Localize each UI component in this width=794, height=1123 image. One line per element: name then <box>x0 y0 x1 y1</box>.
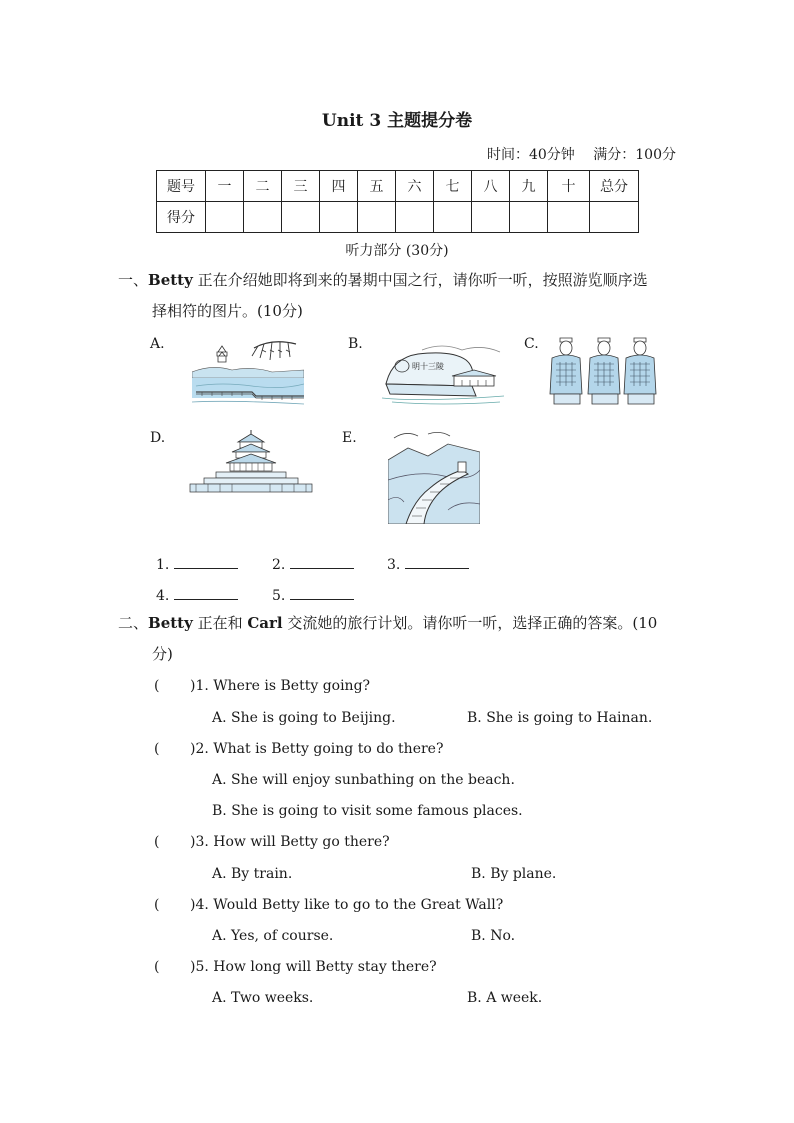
score-header-cell: 四 <box>320 171 358 202</box>
temple-of-heaven-picture <box>188 428 314 498</box>
blank-line[interactable] <box>174 585 238 600</box>
answer-blank-5[interactable] <box>272 585 354 604</box>
q1-option-a: A. She is going to Beijing. <box>212 710 396 726</box>
part2-instruction-cont: 分) <box>152 645 173 663</box>
answer-bracket[interactable] <box>154 678 190 694</box>
score-header-cell: 一 <box>206 171 244 202</box>
q2-option-a: A. She will enjoy sunbathing on the beach. <box>212 772 515 788</box>
score-cell[interactable] <box>548 202 590 233</box>
part2-name2: Carl <box>247 614 283 632</box>
question-3 <box>154 834 390 850</box>
question-2 <box>154 741 443 757</box>
question-text: 2. What is Betty going to do there? <box>195 741 444 757</box>
close-paren: ) <box>190 897 196 913</box>
score-header-cell: 三 <box>282 171 320 202</box>
score-header-cell: 六 <box>396 171 434 202</box>
close-paren: ) <box>190 741 196 757</box>
score-table-score-row <box>157 202 639 233</box>
part2-name1: Betty <box>148 614 193 632</box>
open-paren: ( <box>154 959 160 975</box>
blank-line[interactable] <box>174 554 238 569</box>
ming-tombs-picture <box>382 336 504 410</box>
part2-text-a: 交流她的旅行计划。请你听一听，选择正确的答案。(10 <box>282 614 658 632</box>
question-text: 1. Where is Betty going? <box>195 678 371 694</box>
answer-blank-2[interactable] <box>272 554 354 573</box>
score-header-cell: 十 <box>548 171 590 202</box>
option-label-b: B. <box>348 336 363 352</box>
score-cell[interactable] <box>472 202 510 233</box>
answer-blank-3[interactable] <box>387 554 469 573</box>
score-header-cell: 总分 <box>590 171 639 202</box>
q3-option-a: A. By train. <box>212 866 293 882</box>
q3-option-b: B. By plane. <box>471 866 557 882</box>
blank-number: 5. <box>272 588 286 604</box>
answer-bracket[interactable] <box>154 741 190 757</box>
open-paren: ( <box>154 834 160 850</box>
part1-number: 一、 <box>118 271 149 289</box>
blank-number: 3. <box>387 557 401 573</box>
option-label-d: D. <box>150 430 166 446</box>
question-5 <box>154 959 437 975</box>
score-cell[interactable] <box>206 202 244 233</box>
exam-meta <box>487 144 676 164</box>
score-cell[interactable] <box>320 202 358 233</box>
blank-number: 1. <box>156 557 170 573</box>
answer-bracket[interactable] <box>154 897 190 913</box>
score-header-cell: 二 <box>244 171 282 202</box>
q5-option-b: B. A week. <box>467 990 543 1006</box>
question-4 <box>154 897 503 913</box>
score-header-cell: 七 <box>434 171 472 202</box>
q1-option-b: B. She is going to Hainan. <box>467 710 653 726</box>
score-cell[interactable] <box>282 202 320 233</box>
question-text: 3. How will Betty go there? <box>195 834 390 850</box>
blank-number: 4. <box>156 588 170 604</box>
option-label-c: C. <box>524 336 539 352</box>
part2-number: 二、 <box>118 614 149 632</box>
score-header-cell: 题号 <box>157 171 206 202</box>
part1-instruction-cont: 择相符的图片。(10分) <box>152 302 303 320</box>
score-cell[interactable] <box>244 202 282 233</box>
question-1 <box>154 678 370 694</box>
score-row-label: 得分 <box>157 202 206 233</box>
answer-bracket[interactable] <box>154 959 190 975</box>
answer-blank-4[interactable] <box>156 585 238 604</box>
open-paren: ( <box>154 678 160 694</box>
score-header-cell: 八 <box>472 171 510 202</box>
q4-option-b: B. No. <box>471 928 516 944</box>
option-label-e: E. <box>342 430 357 446</box>
terracotta-warriors-picture <box>548 334 660 408</box>
score-header-cell: 九 <box>510 171 548 202</box>
score-cell[interactable] <box>396 202 434 233</box>
score-cell[interactable] <box>510 202 548 233</box>
score-table-header-row <box>157 171 639 202</box>
open-paren: ( <box>154 741 160 757</box>
tomb-sign-text: 明十三陵 <box>412 362 444 371</box>
score-table <box>156 170 639 233</box>
close-paren: ) <box>190 678 196 694</box>
score-cell[interactable] <box>358 202 396 233</box>
q2-option-b: B. She is going to visit some famous places. <box>212 803 523 819</box>
question-text: 5. How long will Betty stay there? <box>195 959 437 975</box>
close-paren: ) <box>190 834 196 850</box>
blank-line[interactable] <box>290 585 354 600</box>
question-text: 4. Would Betty like to go to the Great Wall? <box>195 897 504 913</box>
part2-mid: 正在和 <box>192 614 248 632</box>
blank-line[interactable] <box>405 554 469 569</box>
part1-instruction <box>118 265 648 296</box>
score-header-cell: 五 <box>358 171 396 202</box>
full-score: 满分：100分 <box>593 147 676 163</box>
answer-bracket[interactable] <box>154 834 190 850</box>
blank-number: 2. <box>272 557 286 573</box>
score-cell[interactable] <box>434 202 472 233</box>
listening-section-title: 听力部分 (30分) <box>345 243 449 259</box>
great-wall-picture <box>388 430 480 524</box>
q5-option-a: A. Two weeks. <box>212 990 314 1006</box>
west-lake-picture <box>192 336 304 408</box>
part1-text-a: 正在介绍她即将到来的暑期中国之行，请你听一听，按照游览顺序选 <box>192 271 648 289</box>
close-paren: ) <box>190 959 196 975</box>
blank-line[interactable] <box>290 554 354 569</box>
option-label-a: A. <box>150 336 165 352</box>
page-title: Unit 3 主题提分卷 <box>321 111 473 131</box>
answer-blank-1[interactable] <box>156 554 238 573</box>
q4-option-a: A. Yes, of course. <box>212 928 334 944</box>
part1-name: Betty <box>148 271 193 289</box>
part2-instruction <box>118 608 657 639</box>
open-paren: ( <box>154 897 160 913</box>
score-cell[interactable] <box>590 202 639 233</box>
time-limit: 时间：40分钟 <box>486 147 575 163</box>
